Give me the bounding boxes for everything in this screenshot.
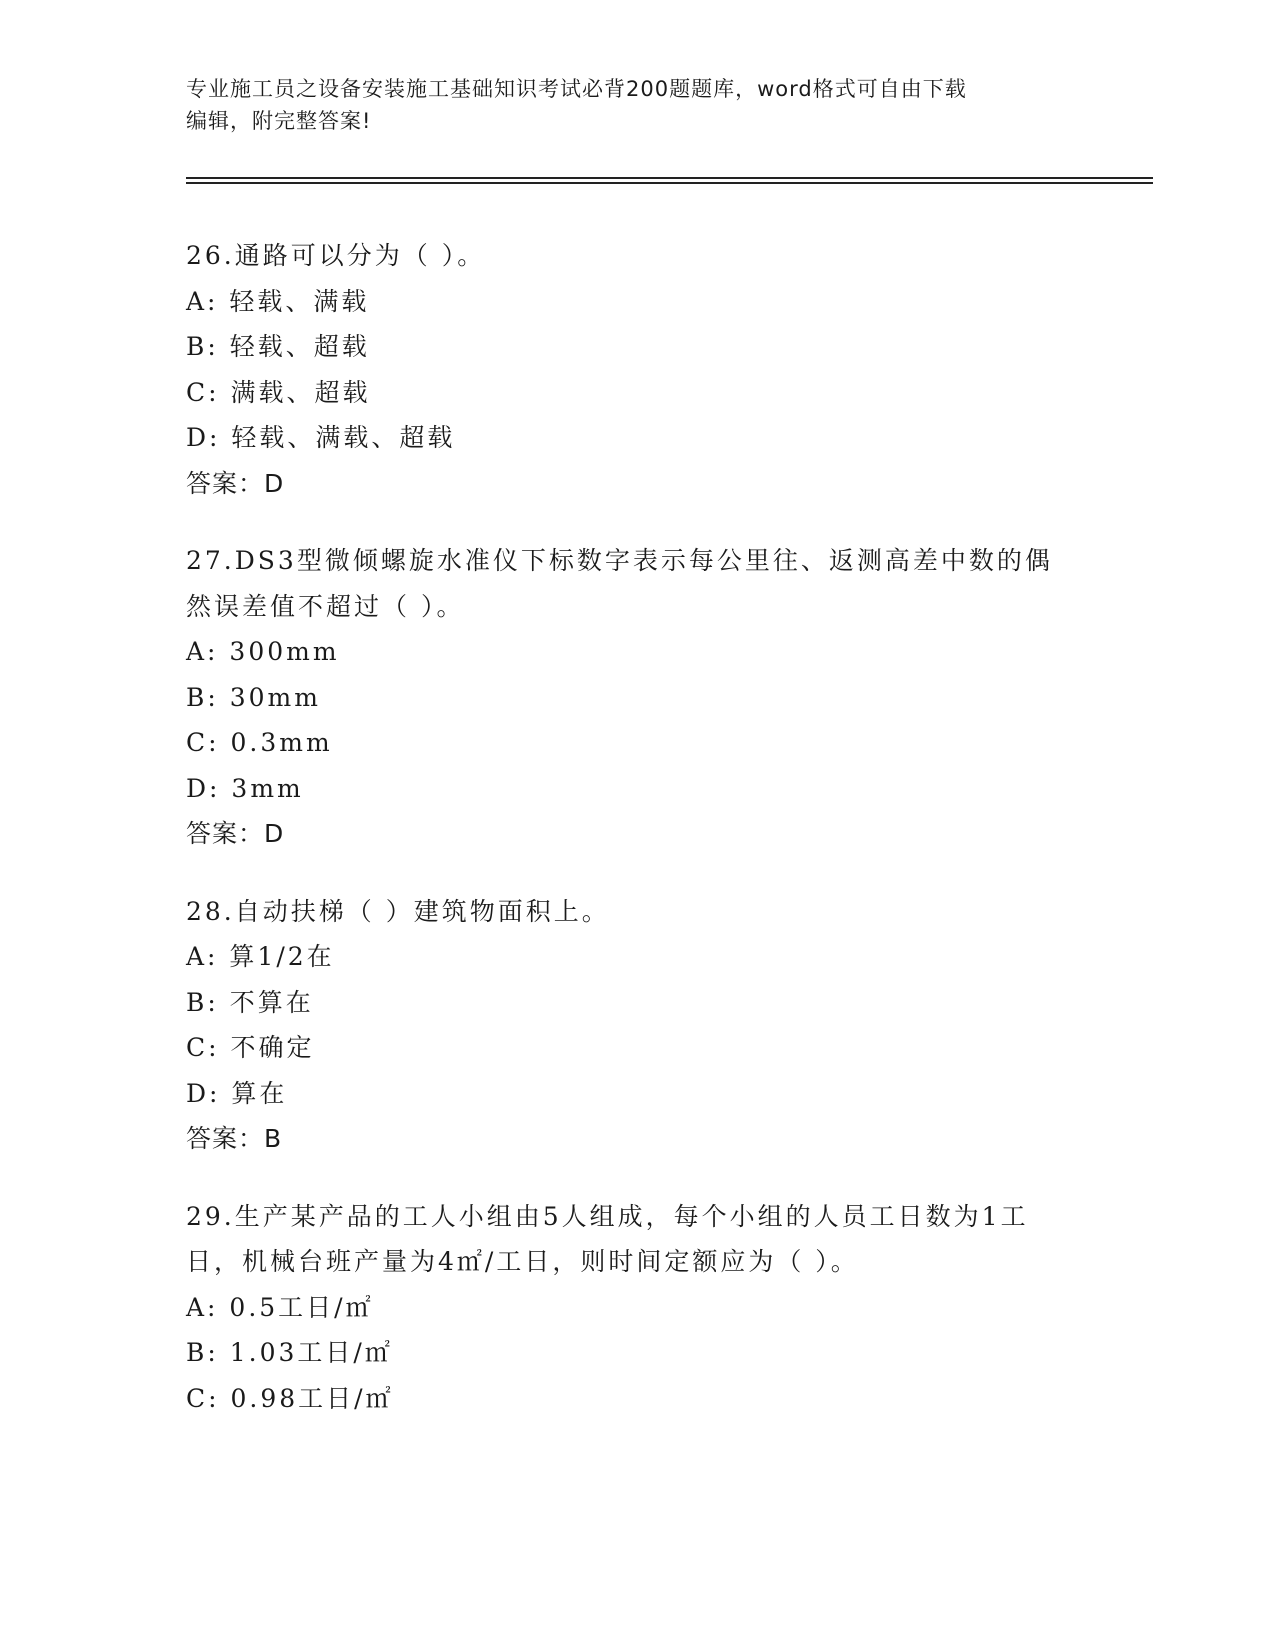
question-list	[186, 233, 1086, 1453]
option-c: C: 0.3mm	[186, 728, 333, 757]
option-c: C: 0.98工日/㎡	[186, 1383, 394, 1413]
question-stem: 27.DS3型微倾螺旋水准仪下标数字表示每公里往、返测高差中数的偶	[186, 546, 1053, 575]
option-b: B: 不算在	[186, 987, 314, 1017]
header-line-2: 编辑，附完整答案!	[186, 109, 372, 133]
document-header	[186, 73, 1086, 137]
option-a: A: 轻载、满载	[186, 286, 370, 316]
option-d: D: 3mm	[186, 773, 304, 803]
answer-label: 答案：D	[186, 819, 285, 848]
header-divider-top	[186, 177, 1153, 179]
question-stem: 28.自动扶梯（ ）建筑物面积上。	[186, 896, 610, 926]
header-line-1: 专业施工员之设备安装施工基础知识考试必背200题题库，word格式可自由下载	[186, 77, 967, 101]
option-a: A: 0.5工日/㎡	[186, 1292, 374, 1322]
option-c: C: 不确定	[186, 1033, 315, 1062]
question-29	[186, 1194, 1086, 1422]
option-c: C: 满载、超载	[186, 377, 371, 407]
option-b: B: 1.03工日/㎡	[186, 1338, 393, 1367]
answer-label: 答案：B	[186, 1124, 283, 1153]
option-a: A: 算1/2在	[186, 942, 335, 971]
option-b: B: 轻载、超载	[186, 332, 370, 361]
option-b: B: 30mm	[186, 682, 321, 712]
question-stem: 26.通路可以分为（ ）。	[186, 241, 486, 270]
question-27	[186, 538, 1086, 857]
question-26	[186, 233, 1086, 506]
question-stem: 29.生产某产品的工人小组由5人组成，每个小组的人员工日数为1工	[186, 1201, 1029, 1231]
question-stem-continued: 然误差值不超过（ ）。	[186, 591, 465, 621]
option-d: D: 轻载、满载、超载	[186, 423, 456, 452]
header-divider-bottom	[186, 182, 1153, 184]
option-a: A: 300mm	[186, 637, 340, 666]
answer-label: 答案：D	[186, 468, 285, 498]
question-28	[186, 889, 1086, 1162]
question-stem-continued: 日，机械台班产量为4㎡/工日，则时间定额应为（ ）。	[186, 1247, 859, 1276]
option-d: D: 算在	[186, 1078, 288, 1108]
